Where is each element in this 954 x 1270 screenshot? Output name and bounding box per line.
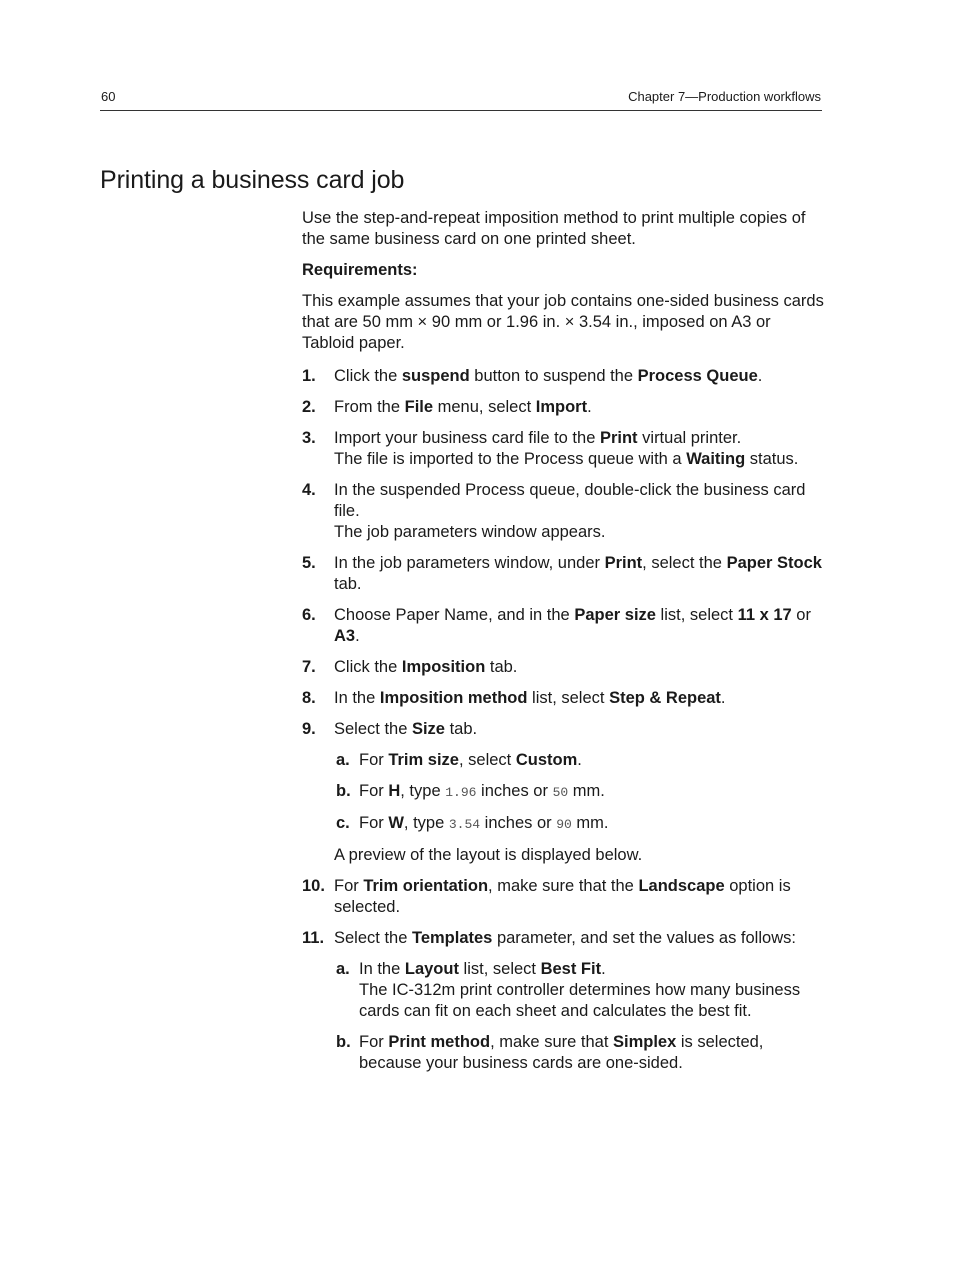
text: For — [359, 751, 389, 769]
text: virtual printer. — [637, 429, 742, 447]
text: . — [757, 367, 763, 385]
text: tab. — [334, 575, 362, 593]
step-9 — [302, 719, 824, 866]
text: Select the — [334, 720, 412, 738]
steps-list — [302, 366, 824, 1074]
step-4 — [302, 480, 824, 543]
bold-term: Simplex — [612, 1033, 677, 1051]
bold-term: Custom — [515, 751, 578, 769]
text: option is selected. — [334, 877, 791, 916]
text: button to suspend the — [469, 367, 638, 385]
code-value: 90 — [556, 817, 572, 832]
bold-term: Landscape — [638, 877, 725, 895]
substep-b — [336, 781, 824, 803]
text: For — [359, 814, 389, 832]
bold-term: Print — [599, 429, 638, 447]
bold-term: H — [388, 782, 401, 800]
bold-term: Imposition method — [379, 689, 528, 707]
bold-term: Imposition — [401, 658, 486, 676]
bold-term: Print — [604, 554, 643, 572]
bold-term: 11 x 17 — [737, 606, 792, 624]
step-number: 8. — [302, 689, 316, 707]
step-number: 6. — [302, 606, 316, 624]
text: Click the — [334, 658, 402, 676]
substep-letter: a. — [336, 751, 350, 769]
step-number: 5. — [302, 554, 316, 572]
step-number: 10. — [302, 877, 325, 895]
text: is selected, because your business cards are one-sided. — [359, 1033, 764, 1072]
text: For — [334, 877, 364, 895]
text: The job parameters window appears. — [334, 523, 606, 541]
code-value: 1.96 — [445, 785, 477, 800]
text: mm. — [568, 782, 605, 800]
bold-term: Step & Repeat — [609, 689, 721, 707]
step-number: 7. — [302, 658, 316, 676]
text: status. — [745, 450, 799, 468]
step-number: 4. — [302, 481, 316, 499]
bold-term: Best Fit — [540, 960, 602, 978]
bold-term: suspend — [401, 367, 470, 385]
text: or — [791, 606, 811, 624]
bold-term: File — [404, 398, 434, 416]
requirements-paragraph: This example assumes that your job contains one-sided business cards that are 50 mm × 90 mm or 1.96 in. × 3.54 in., imposed on A3 or Tabloid paper. — [302, 292, 824, 352]
chapter-title: Chapter 7—Production workflows — [628, 89, 821, 104]
text: list, select — [655, 606, 738, 624]
code-value: 3.54 — [448, 817, 481, 832]
step-number: 2. — [302, 398, 316, 416]
text: In the suspended Process queue, double-click the business card file. — [334, 481, 806, 520]
step-number: 11. — [302, 929, 325, 947]
text: . — [577, 751, 582, 769]
text: In the — [359, 960, 405, 978]
substep-a — [336, 959, 824, 1022]
step-note: A preview of the layout is displayed below. — [334, 846, 643, 864]
step-10 — [302, 876, 824, 918]
step-5 — [302, 553, 824, 595]
text: list, select — [527, 689, 610, 707]
step-number: 9. — [302, 720, 316, 738]
step-7 — [302, 657, 824, 678]
text: The IC-312m print controller determines how many business cards can fit on each sheet and calculates the best fit. — [359, 981, 801, 1020]
text: . — [601, 960, 606, 978]
substep-b — [336, 1032, 824, 1074]
text: Choose Paper Name, and in the — [334, 606, 575, 624]
bold-term: Process Queue — [637, 367, 758, 385]
text: inches or — [476, 782, 553, 800]
text: mm. — [571, 814, 609, 832]
text: tab. — [445, 720, 478, 738]
body-content — [302, 208, 824, 1084]
text: , make sure that — [490, 1033, 613, 1051]
substeps-list — [334, 959, 824, 1074]
text: Select the — [334, 929, 412, 947]
text: Click the — [334, 367, 402, 385]
bold-term: Print method — [388, 1033, 491, 1051]
intro-paragraph: Use the step-and-repeat imposition method to print multiple copies of the same business card on one printed sheet. — [302, 209, 806, 248]
bold-term: Paper size — [574, 606, 656, 624]
step-number: 1. — [302, 367, 316, 385]
step-3 — [302, 428, 824, 470]
text: From the — [334, 398, 405, 416]
text: . — [587, 398, 592, 416]
text: For — [359, 782, 389, 800]
requirements-label: Requirements: — [302, 261, 418, 279]
text: , select the — [642, 554, 727, 572]
text: For — [359, 1033, 389, 1051]
bold-term: Paper Stock — [726, 554, 822, 572]
text: list, select — [458, 960, 541, 978]
text: Import your business card file to the — [334, 429, 600, 447]
text: The file is imported to the Process queue with a — [334, 450, 687, 468]
bold-term: Templates — [411, 929, 493, 947]
substep-letter: c. — [336, 814, 350, 832]
step-11 — [302, 928, 824, 1074]
bold-term: Waiting — [686, 450, 746, 468]
text: . — [720, 689, 726, 707]
text: inches or — [480, 814, 557, 832]
bold-term: Trim size — [388, 751, 459, 769]
text: , type — [400, 782, 446, 800]
step-1 — [302, 366, 824, 387]
substep-letter: b. — [336, 782, 351, 800]
step-6 — [302, 605, 824, 647]
text: , make sure that the — [488, 877, 639, 895]
code-value: 50 — [552, 785, 569, 800]
step-8 — [302, 688, 824, 709]
text: . — [355, 627, 360, 645]
substep-letter: b. — [336, 1033, 351, 1051]
text: , select — [458, 751, 516, 769]
text: menu, select — [433, 398, 536, 416]
text: parameter, and set the values as follows: — [492, 929, 796, 947]
text: In the job parameters window, under — [334, 554, 605, 572]
bold-term: Size — [411, 720, 445, 738]
text: In the — [334, 689, 380, 707]
text: , type — [403, 814, 449, 832]
substep-c — [336, 813, 824, 835]
header-rule — [100, 110, 822, 111]
bold-term: Import — [535, 398, 588, 416]
step-number: 3. — [302, 429, 316, 447]
bold-term: W — [388, 814, 404, 832]
page-number: 60 — [101, 89, 116, 104]
bold-term: A3 — [334, 627, 356, 645]
bold-term: Trim orientation — [363, 877, 489, 895]
substep-letter: a. — [336, 960, 350, 978]
step-2 — [302, 397, 824, 418]
bold-term: Layout — [404, 960, 459, 978]
substep-a — [336, 750, 824, 771]
text: tab. — [485, 658, 518, 676]
section-title: Printing a business card job — [100, 166, 405, 194]
substeps-list — [334, 750, 824, 835]
